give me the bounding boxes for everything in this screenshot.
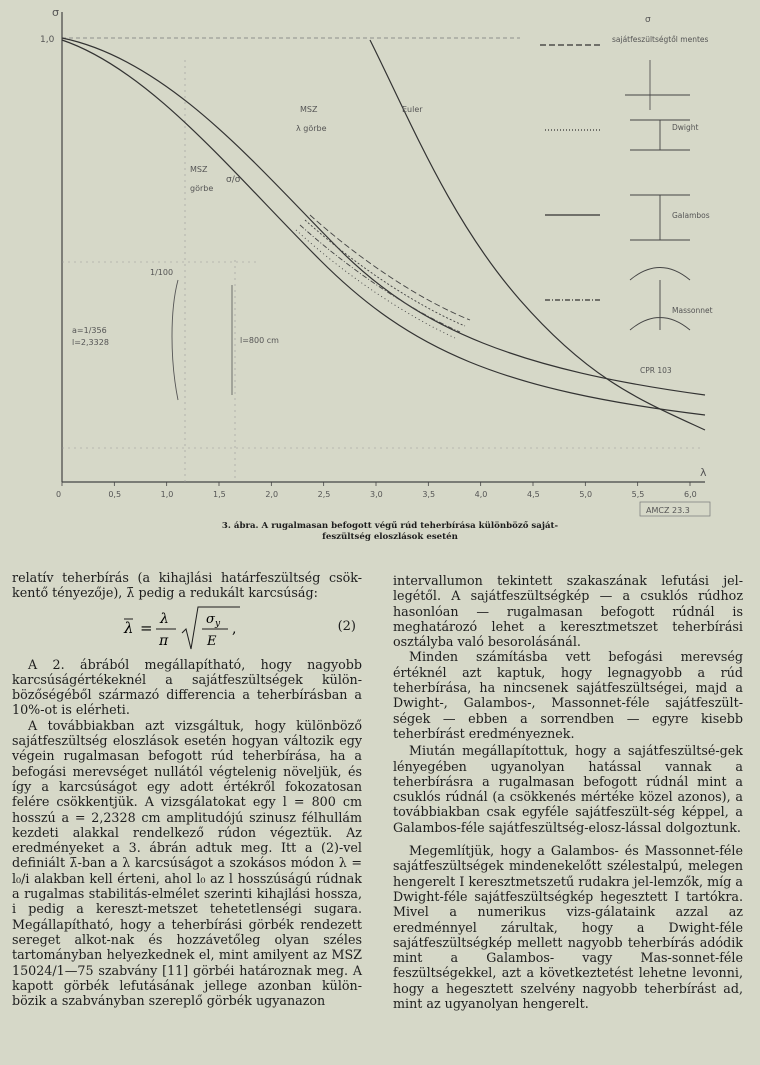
eq-lhs: λ xyxy=(124,618,134,637)
label-msz-low-sub: görbe xyxy=(190,184,214,193)
legend-label-0: sajátfeszültségtől mentes xyxy=(612,35,709,44)
left-paragraph-0: relatív teherbírás (a kihajlási határfeszültség csök-kentő tényezője), λ̄ pedig a redukált karcsúság: xyxy=(12,570,362,601)
legend-sigma: σ xyxy=(645,15,651,25)
x-tick-label: 3,5 xyxy=(422,490,436,499)
right-paragraph-0: intervallumon tekintett szakaszának lefutási jel-legétől. A sajátfeszültségkép — a csuklós rúdhoz hasonlóan — rugalmasan befogott rúdnál is meghatározó lehet a keresztmetszet teherbírási osztályba való besorolásánál. xyxy=(393,573,743,650)
y-axis-symbol: σ xyxy=(52,6,59,19)
eq-root-den: E xyxy=(207,633,217,649)
x-tick-label: 0,5 xyxy=(108,490,122,499)
right-paragraph-1: Minden számításba vett befogási merevség értéknél azt kaptuk, hogy legnagyobb a rúd teherbírása, ha nincsenek sajátfeszültségei, majd a Dwight-, Galambos-, Massonnet-féle sajátfeszült-ségek — ebben a sorrendben — egyre kisebb teherbírást eredményeznek. xyxy=(393,649,743,741)
equation-graphic xyxy=(122,603,262,655)
buckling-chart xyxy=(0,0,760,520)
x-tick-label: 6,0 xyxy=(684,490,697,499)
eq-den: π xyxy=(159,632,169,649)
equation-2 xyxy=(12,603,362,655)
x-tick-label: 5,0 xyxy=(579,490,593,499)
bar-sketch xyxy=(172,280,178,400)
eq-equals: = xyxy=(140,618,153,637)
y-tick-top: 1,0 xyxy=(40,35,55,45)
legend-profile-3 xyxy=(630,268,690,331)
figure-caption xyxy=(150,521,630,542)
eq-root-num: σ xyxy=(206,611,215,627)
label-left-d: 1/100 xyxy=(150,268,174,277)
x-tick-label: 2,0 xyxy=(265,490,279,499)
label-msz-top: MSZ xyxy=(300,105,318,114)
right-column xyxy=(393,573,743,1011)
legend-label-3: Massonnet xyxy=(672,306,713,315)
x-tick-label: 5,5 xyxy=(631,490,645,499)
figure-3 xyxy=(0,0,760,520)
label-msz-top-sub: λ görbe xyxy=(296,124,327,133)
label-msz-low: MSZ xyxy=(190,165,208,174)
legend xyxy=(540,15,713,375)
label-left-a: a=1/356 xyxy=(72,326,107,335)
x-tick-labels xyxy=(56,482,697,499)
legend-label-2: Galambos xyxy=(672,211,710,220)
x-tick-label: 3,0 xyxy=(370,490,383,499)
eq-num: λ xyxy=(160,610,169,627)
legend-label-1: Dwight xyxy=(672,123,699,132)
stamp-text: AMCZ 23.3 xyxy=(646,506,690,515)
legend-label-4: CPR 103 xyxy=(640,366,672,375)
label-left-b: l=2,3328 xyxy=(72,338,109,347)
x-tick-label: 4,0 xyxy=(474,490,488,499)
msz-upper-curve xyxy=(62,38,705,395)
curve-no-residual xyxy=(310,215,470,320)
label-left-c: l=800 cm xyxy=(240,336,279,345)
left-paragraph-1: A 2. ábrából megállapítható, hogy nagyobb karcsúságértékeknél a sajátfeszültségek külön-bözőségéből származó differencia a teherbírásban a 10%-ot is elérheti. xyxy=(12,656,362,718)
eq-comma: , xyxy=(232,620,237,637)
eq-root-num-sub: y xyxy=(215,618,221,629)
right-paragraph-3: Megemlítjük, hogy a Galambos- és Massonnet-féle sajátfeszültségek mindenekelőtt szélestalpú, melegen hengerelt I keresztmetszetű rudakra jel-lemzők, míg a Dwight-féle sajátfeszültségkép hegesztett I tartókra. Mivel a numerikus vizs-gálataink azzal az eredménnyel zárultak, hogy a Dwight-féle sajátfeszültségkép mellett nagyobb teherbírás adódik mint a Galambos- vagy Mas-sonnet-féle feszültségekkel, azt a következtetést lehetne levonni, hogy a hegesztett szelvény nagyobb teherbírást ad, mint az ugyanolyan hengerelt. xyxy=(393,843,743,1012)
curve-massonnet xyxy=(296,230,455,338)
x-tick-label: 4,5 xyxy=(527,490,540,499)
msz-lower-curve xyxy=(62,40,705,415)
right-paragraph-2: Miután megállapítottuk, hogy a sajátfeszültsé-gek lényegében ugyanolyan hatással vannak a teherbírásra a rugalmasan befogott rúdnál mint a csuklós rúdnál (a csökkenés mértéke közel azonos), a továbbiakban csak egyféle sajátfeszült-ség képpel, a Galambos-féle sajátfeszültség-elosz-lással dolgoztunk. xyxy=(393,743,743,835)
equation-number: (2) xyxy=(337,618,356,634)
caption-line-2: feszültség eloszlások esetén xyxy=(322,531,458,542)
curve-galambos xyxy=(300,225,460,332)
x-tick-label: 2,5 xyxy=(317,490,331,499)
left-paragraph-2: A továbbiakban azt vizsgáltuk, hogy különböző sajátfeszültség eloszlások esetén hogyan változik egy végein rugalmasan befogott rúd teherbírása, ha a befogási merevséget nullától végtelenig növeljük, és így a karcsúságot egy adott értékről fokozatosan felére csökkentjük. A vizsgálatokat egy l = 800 cm hosszú a = 2,2328 cm amplitudójú szinusz félhullám kezdeti alakkal rendelkező rúdon végeztük. Az eredményeket a 3. ábrán adtuk meg. Itt a (2)-vel definiált λ̄-ban a λ karcsúságot a szokásos módon λ = l₀/i alakban kell érteni, ahol l₀ az l hosszúságú rúdnak a rugalmas stabilitás-elmélet szerinti kihajlási hossza, i pedig a kereszt-metszet tehetetlenségi sugara. Megállapítható, hogy a teherbírási görbék rendezett sereget alkot-nak és hozzávetőleg olyan széles tartományban helyezkednek el, mint amilyent az MSZ 15024/1—75 szabvány [11] görbéi határoznak meg. A kapott görbék lefutásának jellege azonban külön-bözik a szabványban szereplő görbék ugyanazon xyxy=(12,717,362,1009)
x-axis-symbol: λ xyxy=(700,466,707,479)
left-column xyxy=(12,570,362,1008)
caption-line-1: 3. ábra. A rugalmasan befogott végű rúd teherbírása különböző saját- xyxy=(221,521,559,531)
label-formula: σ/σ xyxy=(226,175,241,185)
x-tick-label: 1,0 xyxy=(160,490,174,499)
label-euler: Euler xyxy=(402,105,423,114)
x-tick-label: 1,5 xyxy=(213,490,226,499)
x-tick-label: 0 xyxy=(56,490,62,499)
